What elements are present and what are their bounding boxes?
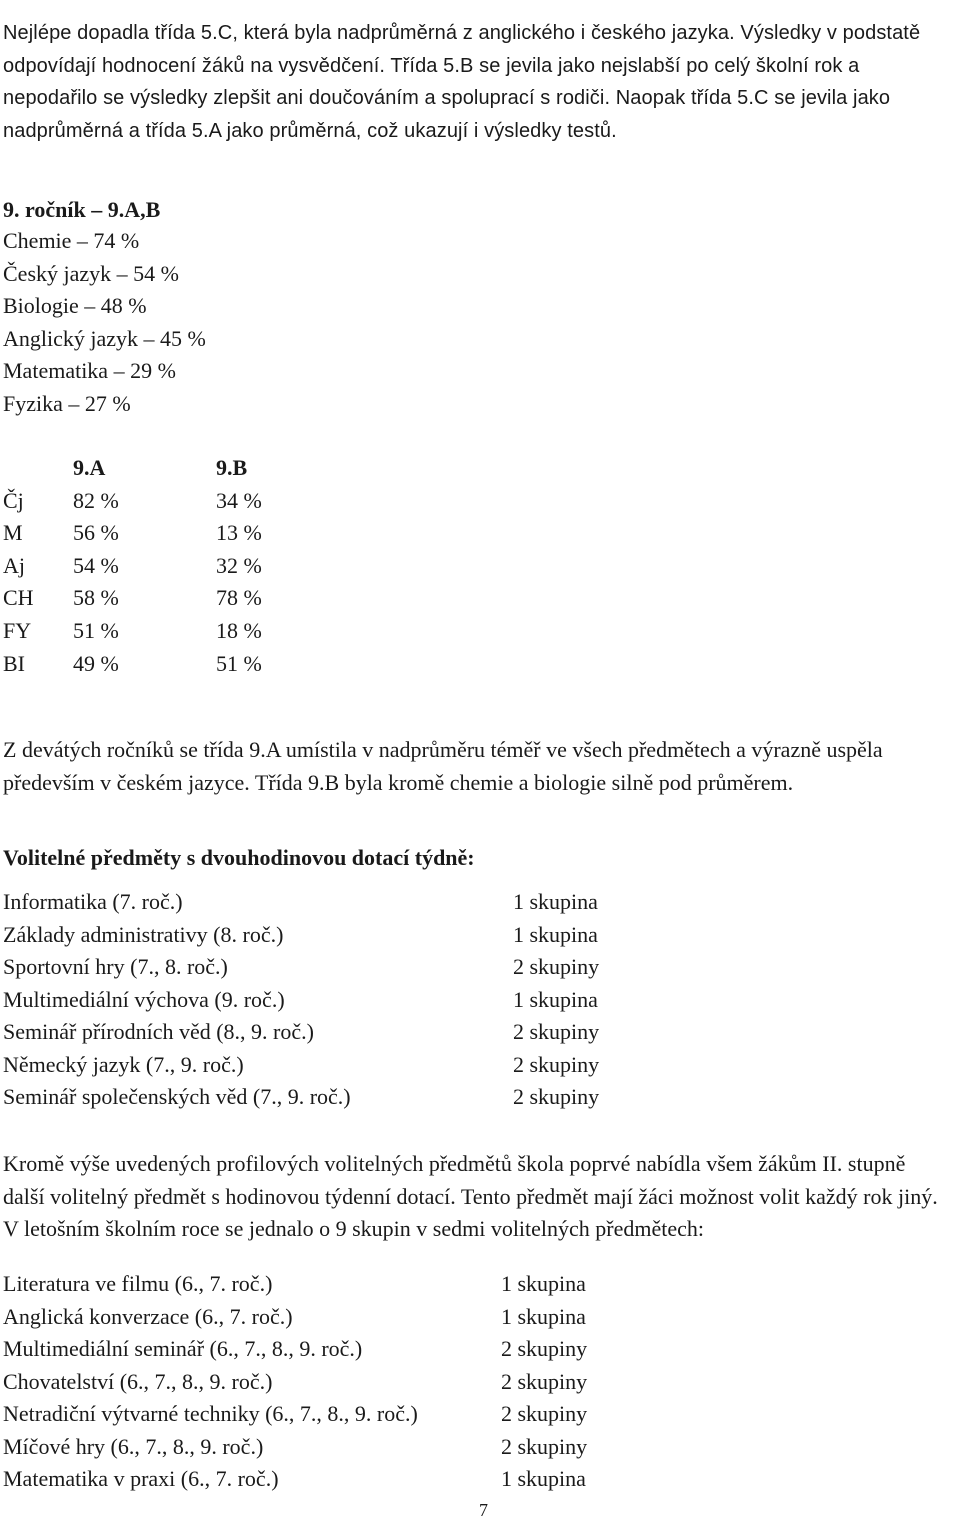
table-row bbox=[3, 582, 336, 615]
list-item bbox=[3, 1366, 587, 1399]
list-item bbox=[3, 984, 599, 1017]
table-row bbox=[3, 615, 336, 648]
elective-groups: 2 skupiny bbox=[513, 1051, 600, 1077]
list-item bbox=[3, 1463, 587, 1496]
elective-groups: 2 skupiny bbox=[501, 1433, 588, 1459]
elective-name: Seminář společenských věd (7., 9. roč.) bbox=[3, 1084, 351, 1109]
row-label: BI bbox=[3, 650, 25, 676]
elective-name: Míčové hry (6., 7., 8., 9. roč.) bbox=[3, 1433, 264, 1459]
subject-item: Fyzika – 27 % bbox=[3, 390, 131, 416]
table-header-cell: 9.A bbox=[73, 455, 106, 480]
elective-name: Základy administrativy (8. roč.) bbox=[3, 921, 284, 947]
elective-groups: 1 skupina bbox=[513, 889, 598, 914]
elective-name: Informatika (7. roč.) bbox=[3, 889, 183, 914]
grade9-subject-list bbox=[3, 225, 206, 421]
electives-paragraph: Kromě výše uvedených profilových volitelných předmětů škola poprvé nabídla všem žákům II. stupně další volitelný předmět s hodinovou týdenní dotací. Tento předmět mají žáci možnost volit každý rok jiný. V letošním školním roce se jednalo o 9 skupin v sedmi volitelných předmětech: bbox=[3, 1151, 938, 1242]
elective-groups: 2 skupiny bbox=[513, 1019, 600, 1044]
table-row bbox=[3, 485, 336, 518]
elective-name: Německý jazyk (7., 9. roč.) bbox=[3, 1051, 244, 1077]
class-results-table bbox=[3, 452, 336, 680]
two-hour-electives-list bbox=[3, 886, 599, 1114]
list-item bbox=[3, 1398, 587, 1431]
elective-groups: 2 skupiny bbox=[513, 1084, 600, 1109]
row-label: Čj bbox=[3, 487, 24, 513]
grade9-heading: 9. ročník – 9.A,B bbox=[3, 197, 161, 222]
row-label: Aj bbox=[3, 552, 25, 578]
list-item bbox=[3, 951, 599, 984]
elective-name: Matematika v praxi (6., 7. roč.) bbox=[3, 1466, 279, 1491]
row-label: FY bbox=[3, 617, 32, 643]
cell-9b: 13 % bbox=[216, 520, 262, 546]
table-header-cell bbox=[3, 452, 73, 485]
electives-heading: Volitelné předměty s dvouhodinovou dotací týdně: bbox=[3, 845, 475, 870]
cell-9a: 82 % bbox=[73, 487, 119, 513]
list-item bbox=[3, 1049, 599, 1082]
list-item bbox=[3, 886, 599, 919]
elective-groups: 2 skupiny bbox=[501, 1401, 588, 1426]
cell-9a: 51 % bbox=[73, 617, 119, 643]
list-item bbox=[3, 1081, 599, 1114]
elective-name: Chovatelství (6., 7., 8., 9. roč.) bbox=[3, 1368, 273, 1394]
table-row bbox=[3, 517, 336, 550]
cell-9b: 32 % bbox=[216, 552, 262, 578]
list-item bbox=[3, 919, 599, 952]
cell-9a: 58 % bbox=[73, 585, 119, 611]
elective-name: Literatura ve filmu (6., 7. roč.) bbox=[3, 1271, 273, 1296]
list-item bbox=[3, 1431, 587, 1464]
subject-item: Český jazyk – 54 % bbox=[3, 260, 179, 286]
cell-9b: 78 % bbox=[216, 585, 262, 611]
elective-groups: 1 skupina bbox=[513, 921, 598, 947]
cell-9a: 56 % bbox=[73, 520, 119, 546]
cell-9b: 34 % bbox=[216, 487, 262, 513]
cell-9a: 54 % bbox=[73, 552, 119, 578]
table-row bbox=[3, 648, 336, 681]
intro-paragraph: Nejlépe dopadla třída 5.C, která byla nadprůměrná z anglického i českého jazyka. Výsledky v podstatě odpovídají hodnocení žáků na vysvědčení. Třída 5.B se jevila jako nejslabší po celý školní rok a nepodařilo se výsledky zlepšit ani doučováním a spoluprací s rodiči. Naopak třída 5.C se jevila jako nadprůměrná a třída 5.A jako průměrná, což ukazují i výsledky testů. bbox=[3, 22, 921, 142]
subject-item: Anglický jazyk – 45 % bbox=[3, 325, 206, 351]
one-hour-electives-list bbox=[3, 1268, 587, 1496]
elective-name: Seminář přírodních věd (8., 9. roč.) bbox=[3, 1019, 314, 1044]
list-item bbox=[3, 1301, 587, 1334]
elective-name: Multimediální výchova (9. roč.) bbox=[3, 986, 285, 1012]
elective-groups: 2 skupiny bbox=[501, 1336, 588, 1361]
list-item bbox=[3, 1016, 599, 1049]
grade9-summary-paragraph: Z devátých ročníků se třída 9.A umístila v nadprůměru téměř ve všech předmětech a výrazně uspěla především v českém jazyce. Třída 9.B byla kromě chemie a biologie silně pod průměrem. bbox=[3, 737, 883, 795]
elective-name: Multimediální seminář (6., 7., 8., 9. roč.) bbox=[3, 1336, 363, 1361]
elective-groups: 2 skupiny bbox=[501, 1368, 588, 1394]
elective-groups: 2 skupiny bbox=[513, 954, 600, 979]
list-item bbox=[3, 1268, 587, 1301]
list-item bbox=[3, 1333, 587, 1366]
elective-groups: 1 skupina bbox=[501, 1466, 586, 1491]
subject-item: Matematika – 29 % bbox=[3, 358, 176, 384]
elective-groups: 1 skupina bbox=[501, 1271, 586, 1296]
cell-9b: 51 % bbox=[216, 650, 262, 676]
row-label: CH bbox=[3, 585, 34, 611]
row-label: M bbox=[3, 520, 23, 546]
subject-item: Chemie – 74 % bbox=[3, 228, 140, 253]
page-number: 7 bbox=[479, 1500, 488, 1520]
cell-9b: 18 % bbox=[216, 617, 262, 643]
table-row bbox=[3, 550, 336, 583]
elective-groups: 1 skupina bbox=[501, 1303, 586, 1329]
elective-groups: 1 skupina bbox=[513, 986, 598, 1012]
subject-item: Biologie – 48 % bbox=[3, 293, 147, 319]
elective-name: Sportovní hry (7., 8. roč.) bbox=[3, 954, 228, 979]
table-header-row bbox=[3, 452, 336, 485]
table-header-cell: 9.B bbox=[216, 455, 248, 480]
elective-name: Anglická konverzace (6., 7. roč.) bbox=[3, 1303, 293, 1329]
elective-name: Netradiční výtvarné techniky (6., 7., 8., 9. roč.) bbox=[3, 1401, 418, 1426]
cell-9a: 49 % bbox=[73, 650, 119, 676]
